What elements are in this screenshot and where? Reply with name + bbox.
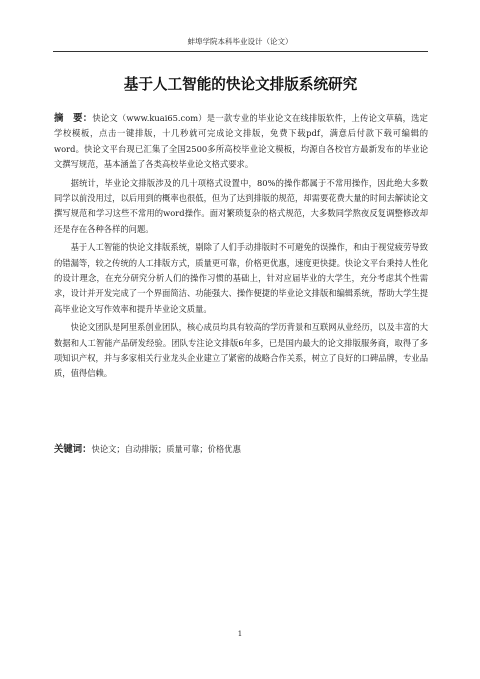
abstract-paragraph-3: 基于人工智能的快论文排版系统，剔除了人们手动排版时不可避免的误操作，和由于视觉疲劳导致的错漏等，较之传统的人工排版方式，质量更可靠，价格更优惠，速度更快捷。快论文平台秉持人性化的设计理念，在充分研究分析人们的操作习惯的基础上，针对应届毕业的大学生，充分考虑其个性需求，设计并开发完成了一个界面简洁、功能强大、操作便捷的毕业论文排版和编辑系统，帮助大学生提高毕业论文写作效率和提升毕业论文质量。 — [54, 242, 428, 314]
keywords-text: 快论文；自动排版；质量可靠；价格优惠 — [91, 444, 241, 454]
keywords-label: 关键词： — [54, 444, 92, 455]
page-number: 1 — [237, 630, 243, 638]
abstract-text-1: 快论文（www.kuai65.com）是一款专业的毕业论文在线排版软件，上传论文草稿，选定学校模板，点击一键排版，十几秒就可完成论文排版，免费下载pdf，满意后付款下载可编辑的word。快论文平台现已汇集了全国2500多所高校毕业论文模板，均源自各校官方最新发布的毕业论文撰写规范，基本涵盖了各类高校毕业论文格式要求。 — [54, 113, 428, 169]
abstract-paragraph-1 — [54, 111, 428, 172]
abstract-paragraph-2: 据统计，毕业论文排版涉及的几十项格式设置中，80%的操作都属于不常用操作，因此绝大多数同学以前没用过，以后用到的概率也很低，但为了达到排版的规范，却需要花费大量的时间去解读论文撰写规范和学习这些不常用的word操作。面对繁琐复杂的格式规范，大多数同学熬夜反复调整修改却还是存在各种各样的问题。 — [54, 177, 428, 234]
abstract-label: 摘 要： — [54, 113, 93, 124]
abstract-section — [54, 111, 428, 385]
abstract-paragraph-4: 快论文团队是阿里系创业团队，核心成员均具有较高的学历背景和互联网从业经历，以及丰富的大数据和人工智能产品研发经验。团队专注论文排版6年多，已是国内最大的论文排版服务商，取得了多项知识产权，并与多家相关行业龙头企业建立了紧密的战略合作关系，树立了良好的口碑品牌，专业品质，值得信赖。 — [54, 322, 428, 379]
header-divider — [53, 51, 428, 52]
paper-title: 基于人工智能的快论文排版系统研究 — [123, 76, 358, 93]
running-head: 蚌埠学院本科毕业设计（论文） — [187, 37, 293, 46]
keywords-line — [54, 442, 428, 457]
